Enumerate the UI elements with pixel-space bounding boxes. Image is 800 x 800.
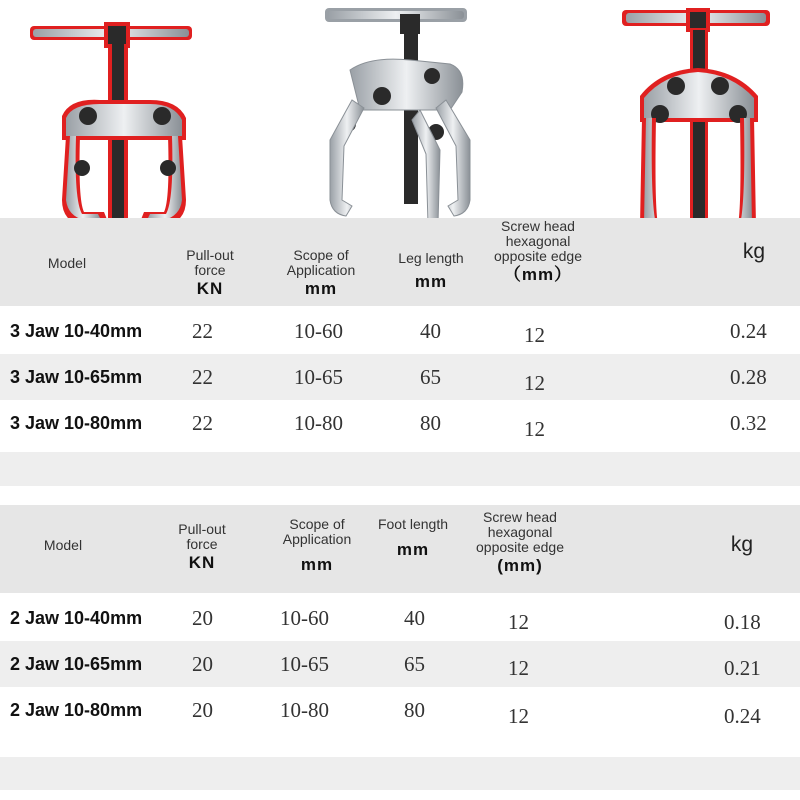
table-header [0,218,800,306]
table-header [0,505,800,593]
cell-model: 2 Jaw 10-80mm [10,700,143,720]
table-row [0,308,800,354]
three-jaw-puller-image-angled [325,8,470,236]
header-scope-unit: mm [304,279,338,298]
cell-leg: 80 [420,411,441,435]
cell-force: 20 [192,606,213,630]
table-row [0,687,800,733]
header-pullout-force-unit: KN [196,279,224,298]
cell-weight: 0.21 [724,656,761,680]
two-jaw-puller-image [30,22,192,234]
header-foot-length-unit: mm [396,540,430,559]
header-pullout-force [162,522,242,570]
header-foot-length-label: Foot length [377,516,449,532]
cell-screw: 12 [524,371,545,395]
cell-weight: 0.18 [724,610,761,634]
header-scope [276,248,366,296]
cell-model: 2 Jaw 10-40mm [10,608,143,628]
cell-scope: 10-60 [294,319,343,343]
table-row [0,400,800,446]
cell-model: 3 Jaw 10-40mm [10,321,143,341]
header-leg-length-unit: mm [414,272,448,291]
header-scope-label: Scope of Application [286,247,356,278]
cell-leg: 80 [404,698,425,722]
cell-screw: 12 [524,323,545,347]
three-jaw-puller-image-large [622,8,770,244]
cell-weight: 0.32 [730,411,767,435]
header-leg-length [386,251,476,289]
cell-model: 2 Jaw 10-65mm [10,654,143,674]
cell-screw: 12 [508,610,529,634]
header-scope-unit: mm [300,555,334,574]
table-row [0,641,800,687]
cell-force: 22 [192,319,213,343]
header-screw-head-unit: (mm) [497,556,543,575]
cell-scope: 10-65 [294,365,343,389]
cell-force: 22 [192,411,213,435]
cell-model: 3 Jaw 10-80mm [10,413,143,433]
cell-force: 20 [192,698,213,722]
header-screw-head-unit: （mm） [503,265,573,284]
separator-band [0,452,800,486]
header-scope-label: Scope of Application [282,516,352,547]
table-row [0,595,800,641]
cell-leg: 65 [420,365,441,389]
header-screw-head [490,219,586,282]
cell-scope: 10-65 [280,652,329,676]
cell-force: 22 [192,365,213,389]
cell-scope: 10-80 [294,411,343,435]
two-jaw-spec-table [0,505,800,785]
header-pullout-force-unit: KN [188,553,216,572]
cell-scope: 10-60 [280,606,329,630]
cell-weight: 0.28 [730,365,767,389]
header-model: Model [43,537,83,553]
cell-screw: 12 [508,704,529,728]
cell-leg: 65 [404,652,425,676]
header-pullout-force-label: Pull-out force [186,247,234,278]
header-weight: kg [742,240,766,263]
cell-weight: 0.24 [730,319,767,343]
cell-scope: 10-80 [280,698,329,722]
three-jaw-spec-table [0,218,800,458]
cell-leg: 40 [420,319,441,343]
header-screw-head-label: Screw head hexagonal opposite edge [476,509,564,555]
header-pullout-force-label: Pull-out force [178,521,226,552]
header-weight: kg [730,533,754,556]
header-scope [272,517,362,572]
footer-band [0,757,800,790]
header-foot-length [376,517,450,557]
cell-screw: 12 [524,417,545,441]
cell-force: 20 [192,652,213,676]
header-screw-head-label: Screw head hexagonal opposite edge [494,218,582,264]
header-pullout-force [170,248,250,296]
header-model: Model [47,255,87,271]
table-row [0,354,800,400]
header-screw-head [472,510,568,573]
header-leg-length-label: Leg length [398,250,464,266]
cell-leg: 40 [404,606,425,630]
cell-screw: 12 [508,656,529,680]
cell-weight: 0.24 [724,704,761,728]
cell-model: 3 Jaw 10-65mm [10,367,143,387]
